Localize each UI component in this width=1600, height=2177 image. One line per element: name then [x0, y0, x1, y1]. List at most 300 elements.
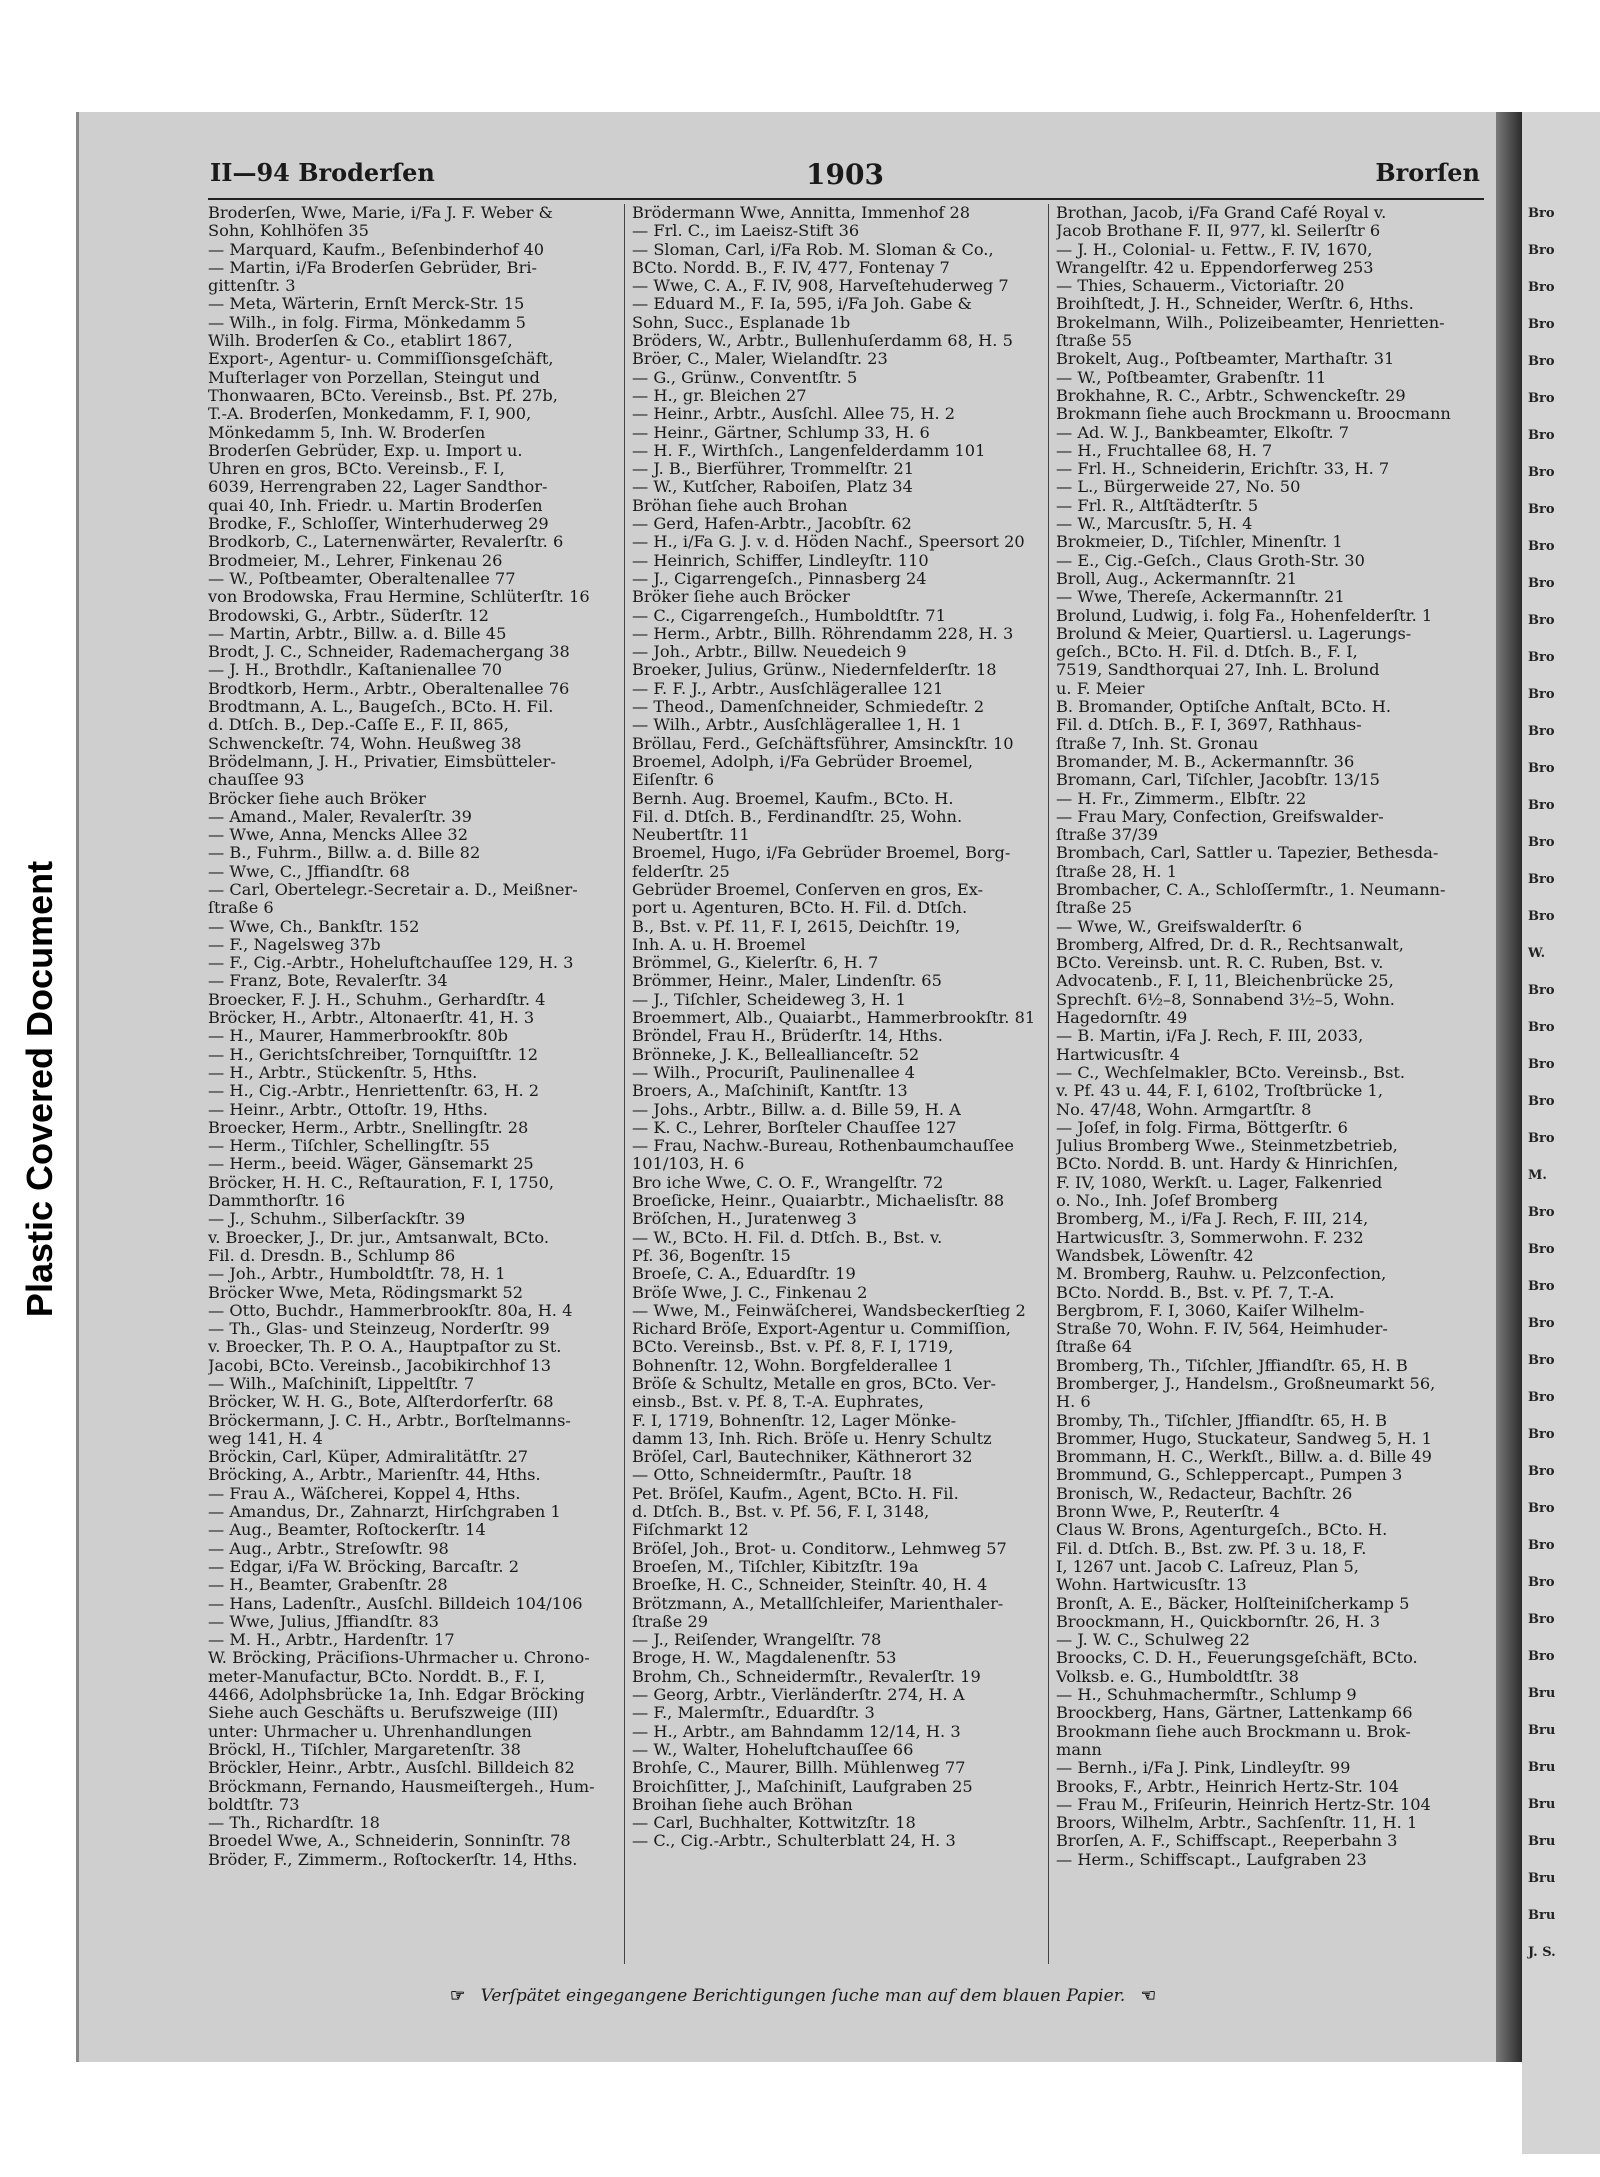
directory-entry: Bromann, Carl, Tiſchler, Jacobſtr. 13/15	[1056, 771, 1380, 790]
directory-entry: Brodke, F., Schloſſer, Winterhuderweg 29	[208, 515, 549, 534]
column-divider	[1048, 204, 1049, 1964]
directory-entry: — H., gr. Bleichen 27	[632, 386, 807, 405]
directory-entry: — J. H., Brothdlr., Kaſtanienallee 70	[208, 661, 503, 680]
directory-entry: d. Dtſch. B., Bst. v. Pf. 56, F. I, 3148,	[632, 1503, 930, 1522]
directory-entry: Bromander, M. B., Ackermannſtr. 36	[1056, 752, 1355, 771]
directory-entry: Fil. d. Dtſch. B., F. I, 3697, Rathhaus-	[1056, 716, 1362, 735]
next-page-fragment: Bru	[1528, 1686, 1556, 1701]
directory-entry: Broll, Aug., Ackermannſtr. 21	[1056, 569, 1298, 588]
next-page-fragment: Bru	[1528, 1834, 1556, 1849]
directory-entry: — Ad. W. J., Bankbeamter, Elkoſtr. 7	[1056, 423, 1350, 442]
directory-entry: Bromberg, Th., Tiſchler, Jffiandſtr. 65, H. B	[1056, 1356, 1408, 1375]
directory-entry: Broeſe, C. A., Eduardſtr. 19	[632, 1265, 856, 1284]
directory-entry: Bernh. Aug. Broemel, Kaufm., BCto. H.	[632, 789, 954, 808]
directory-entry: Broemel, Hugo, i/Fa Gebrüder Broemel, Borg-	[632, 844, 1011, 863]
directory-entry: unter: Uhrmacher u. Uhrenhandlungen	[208, 1722, 532, 1741]
directory-entry: Brommann, H. C., Werkſt., Billw. a. d. Bille 49	[1056, 1448, 1432, 1467]
directory-entry: Jacob Brothane F. II, 977, kl. Seilerſtr 6	[1056, 222, 1381, 241]
next-page-fragment: Bro	[1528, 465, 1555, 480]
page-header	[210, 158, 1480, 192]
directory-entry: Broedel Wwe, A., Schneiderin, Sonninſtr. 78	[208, 1832, 571, 1851]
directory-entry: v. Pf. 43 u. 44, F. I, 6102, Troſtbrücke 1,	[1056, 1082, 1383, 1101]
directory-entry: — Frl. H., Schneiderin, Erichſtr. 33, H. 7	[1056, 460, 1390, 479]
directory-entry: o. No., Inh. Joſef Bromberg	[1056, 1192, 1279, 1211]
directory-entry: Bröckl, H., Tiſchler, Margaretenſtr. 38	[208, 1740, 521, 1759]
directory-entry: — Otto, Schneidermſtr., Pauſtr. 18	[632, 1466, 912, 1485]
directory-entry: — Frau Mary, Confection, Greifswalder-	[1056, 807, 1384, 826]
directory-entry: — F., Nagelsweg 37b	[208, 935, 381, 954]
directory-entry: — Wwe, Julius, Jffiandſtr. 83	[208, 1612, 439, 1631]
directory-entry: — Georg, Arbtr., Vierländerſtr. 274, H. A	[632, 1686, 965, 1705]
next-page-fragment: Bro	[1528, 1353, 1555, 1368]
directory-entry: ſtraße 28, H. 1	[1056, 862, 1178, 881]
directory-entry: Hartwicusſtr. 4	[1056, 1045, 1180, 1064]
directory-entry: Bröcker, H., Arbtr., Altonaerſtr. 41, H. 3	[208, 1009, 535, 1028]
directory-entry: Broderſen Gebrüder, Exp. u. Import u.	[208, 441, 523, 460]
directory-entry: — J. H., Colonial- u. Fettw., F. IV, 1670,	[1056, 240, 1373, 259]
directory-entry: Wandsbek, Löwenſtr. 42	[1056, 1246, 1254, 1265]
directory-entry: ſtraße 6	[208, 899, 274, 918]
directory-entry: u. F. Meier	[1056, 679, 1145, 698]
directory-column-3	[1056, 204, 1464, 1964]
directory-entry: — Frau M., Friſeurin, Heinrich Hertz-Str. 104	[1056, 1795, 1431, 1814]
next-page-fragment: Bro	[1528, 1020, 1555, 1035]
directory-entry: meter-Manufactur, BCto. Norddt. B., F. I,	[208, 1667, 546, 1686]
directory-entry: Broecker, F. J. H., Schuhm., Gerhardſtr. 4	[208, 990, 546, 1009]
plastic-covered-label: Plastic Covered Document	[19, 860, 61, 1317]
directory-entry: Fil. d. Dtſch. B., Ferdinandſtr. 25, Wohn.	[632, 807, 963, 826]
directory-entry: Brommund, G., Schleppercapt., Pumpen 3	[1056, 1466, 1403, 1485]
directory-entry: Bröker ſiehe auch Bröcker	[632, 588, 850, 607]
directory-entry: — Wilh., Arbtr., Ausſchlägerallee 1, H. 1	[632, 716, 962, 735]
next-page-fragment: Bro	[1528, 502, 1555, 517]
header-left: II—94 Broderſen	[210, 158, 435, 187]
directory-entry: — H., Maurer, Hammerbrookſtr. 80b	[208, 1027, 508, 1046]
directory-entry: Thonwaaren, BCto. Vereinsb., Bst. Pf. 27b,	[208, 386, 558, 405]
directory-entry: — H., Gerichtsſchreiber, Tornquiſtſtr. 12	[208, 1045, 539, 1064]
directory-entry: Bro iche Wwe, C. O. F., Wrangelſtr. 72	[632, 1173, 944, 1192]
next-page-fragment: Bro	[1528, 1057, 1555, 1072]
next-page-fragment: Bro	[1528, 576, 1555, 591]
directory-entry: Bröſe Wwe, J. C., Finkenau 2	[632, 1283, 868, 1302]
next-page-fragment: Bro	[1528, 1575, 1555, 1590]
directory-entry: Sohn, Kohlhöfen 35	[208, 222, 369, 241]
header-right: Brorſen	[1375, 158, 1480, 187]
directory-entry: Bröcking, A., Arbtr., Marienſtr. 44, Hths.	[208, 1466, 541, 1485]
column-divider	[624, 204, 625, 1964]
directory-entry: Bröckermann, J. C. H., Arbtr., Borſtelmanns-	[208, 1411, 571, 1430]
directory-entry: — Aug., Arbtr., Streſowſtr. 98	[208, 1539, 449, 1558]
next-page-fragment: Bro	[1528, 1131, 1555, 1146]
directory-entry: — Herm., Schiffscapt., Laufgraben 23	[1056, 1850, 1367, 1869]
directory-entry: v. Broecker, J., Dr. jur., Amtsanwalt, BCto.	[208, 1228, 550, 1247]
directory-entry: Broeſen, M., Tiſchler, Kibitzſtr. 19a	[632, 1557, 919, 1576]
directory-entry: Bröcker ſiehe auch Bröker	[208, 789, 426, 808]
directory-entry: Brokhahne, R. C., Arbtr., Schwenckeſtr. 29	[1056, 386, 1406, 405]
directory-entry: — W., Marcusſtr. 5, H. 4	[1056, 515, 1253, 534]
directory-entry: — Otto, Buchdr., Hammerbrookſtr. 80a, H. 4	[208, 1301, 573, 1320]
directory-entry: Pet. Bröſel, Kaufm., Agent, BCto. H. Fil.	[632, 1484, 959, 1503]
directory-entry: — H., i/Fa G. J. v. d. Höden Nachf., Speersort 20	[632, 533, 1025, 552]
directory-entry: Bröder, F., Zimmerm., Roſtockerſtr. 14, Hths.	[208, 1850, 578, 1869]
directory-entry: Bröders, W., Arbtr., Bullenhuſerdamm 68, H. 5	[632, 332, 1013, 351]
directory-entry: — Aug., Beamter, Roſtockerſtr. 14	[208, 1521, 486, 1540]
pointing-hand-icon: ☞	[450, 1986, 466, 2006]
directory-entry: — Wwe, W., Greifswalderſtr. 6	[1056, 917, 1303, 936]
directory-entry: — C., Cigarrengeſch., Humboldtſtr. 71	[632, 606, 946, 625]
next-page-fragment: Bro	[1528, 761, 1555, 776]
directory-entry: Wohn. Hartwicusſtr. 13	[1056, 1576, 1247, 1595]
directory-entry: Bröllau, Ferd., Geſchäftsführer, Amsinckſtr. 10	[632, 734, 1014, 753]
next-page-fragment: Bro	[1528, 1390, 1555, 1405]
next-page-fragment: Bro	[1528, 1538, 1555, 1553]
directory-entry: Brödelmann, J. H., Privatier, Eimsbütteler-	[208, 752, 556, 771]
directory-entry: Broemel, Adolph, i/Fa Gebrüder Broemel,	[632, 752, 974, 771]
directory-entry: Bronn Wwe, P., Reuterſtr. 4	[1056, 1503, 1280, 1522]
footer-note	[440, 1986, 1160, 2014]
directory-entry: — Bernh., i/Fa J. Pink, Lindleyſtr. 99	[1056, 1759, 1351, 1778]
directory-entry: Brodtkorb, Herm., Arbtr., Oberaltenallee 76	[208, 679, 570, 698]
directory-entry: — Amand., Maler, Revalerſtr. 39	[208, 807, 472, 826]
directory-entry: Advocatenb., F. I, 11, Bleichenbrücke 25,	[1056, 972, 1394, 991]
directory-entry: Bröcker Wwe, Meta, Rödingsmarkt 52	[208, 1283, 524, 1302]
directory-entry: quai 40, Inh. Friedr. u. Martin Broderſen	[208, 496, 543, 515]
directory-entry: v. Broecker, Th. P. O. A., Hauptpaſtor zu St.	[208, 1338, 562, 1357]
directory-entry: Broers, A., Maſchiniſt, Kantſtr. 13	[632, 1082, 908, 1101]
directory-entry: chauſſee 93	[208, 771, 305, 790]
directory-entry: — Wwe, Thereſe, Ackermannſtr. 21	[1056, 588, 1345, 607]
directory-entry: Broge, H. W., Magdalenenſtr. 53	[632, 1649, 897, 1668]
directory-entry: ſtraße 55	[1056, 332, 1133, 351]
directory-entry: Brönneke, J. K., Belleallianceſtr. 52	[632, 1045, 920, 1064]
directory-entry: Brömmel, G., Kielerſtr. 6, H. 7	[632, 954, 879, 973]
next-page-fragment: Bro	[1528, 243, 1555, 258]
directory-entry: Brohſe, C., Maurer, Billh. Mühlenweg 77	[632, 1759, 966, 1778]
directory-entry: — W., Kutſcher, Raboiſen, Platz 34	[632, 478, 913, 497]
next-page-fragment: Bru	[1528, 1871, 1556, 1886]
directory-entry: Broeſicke, Heinr., Quaiarbtr., Michaelisſtr. 88	[632, 1192, 1005, 1211]
directory-entry: Bröſel, Joh., Brot- u. Conditorw., Lehmweg 57	[632, 1539, 1007, 1558]
directory-entry: — Herm., beeid. Wäger, Gänsemarkt 25	[208, 1155, 534, 1174]
directory-entry: — Frau, Nachw.-Bureau, Rothenbaumchauſſee	[632, 1137, 1014, 1156]
directory-entry: — F., Malermſtr., Eduardſtr. 3	[632, 1704, 875, 1723]
next-page-fragment: Bro	[1528, 835, 1555, 850]
directory-entry: Brömmer, Heinr., Maler, Lindenſtr. 65	[632, 972, 942, 991]
directory-entry: — Heinrich, Schiffer, Lindleyſtr. 110	[632, 551, 929, 570]
directory-entry: — J., Schuhm., Silberſackſtr. 39	[208, 1210, 466, 1229]
directory-entry: Eiſenſtr. 6	[632, 771, 715, 790]
directory-entry: Bröckmann, Fernando, Hausmeiſtergeh., Hum-	[208, 1777, 595, 1796]
directory-entry: B. Bromander, Optiſche Anſtalt, BCto. H.	[1056, 698, 1392, 717]
directory-entry: Brolund, Ludwig, i. folg Fa., Hohenfelderſtr. 1	[1056, 606, 1433, 625]
directory-entry: BCto. Nordd. B., Bst. v. Pf. 7, T.-A.	[1056, 1283, 1335, 1302]
directory-entry: Sohn, Succ., Esplanade 1b	[632, 313, 851, 332]
directory-entry: Brokmeier, D., Tiſchler, Minenſtr. 1	[1056, 533, 1343, 552]
directory-entry: Julius Bromberg Wwe., Steinmetzbetrieb,	[1056, 1137, 1398, 1156]
directory-entry: — Eduard M., F. Ia, 595, i/Fa Joh. Gabe &	[632, 295, 972, 314]
directory-entry: — Wwe, C. A., F. IV, 908, Harveſtehuderweg 7	[632, 277, 1009, 296]
next-page-fragment: Bro	[1528, 1094, 1555, 1109]
directory-entry: — Heinr., Arbtr., Ausſchl. Allee 75, H. 2	[632, 405, 956, 424]
directory-entry: No. 47/48, Wohn. Armgartſtr. 8	[1056, 1100, 1312, 1119]
directory-entry: Broocks, C. D. H., Feuerungsgeſchäft, BCto.	[1056, 1649, 1418, 1668]
directory-entry: — Franz, Bote, Revalerſtr. 34	[208, 972, 448, 991]
directory-entry: einsb., Bst. v. Pf. 8, T.-A. Euphrates,	[632, 1393, 924, 1412]
directory-entry: — Sloman, Carl, i/Fa Rob. M. Sloman & Co.,	[632, 240, 994, 259]
directory-entry: Bromberg, M., i/Fa J. Rech, F. III, 214,	[1056, 1210, 1369, 1229]
directory-entry: Bröckin, Carl, Küper, Admiralitätſtr. 27	[208, 1448, 529, 1467]
directory-entry: Wilh. Broderſen & Co., etablirt 1867,	[208, 332, 513, 351]
directory-entry: Brolund & Meier, Quartiersl. u. Lagerungs-	[1056, 624, 1412, 643]
directory-entry: Neubertſtr. 11	[632, 826, 750, 845]
directory-entry: Bohnenſtr. 12, Wohn. Borgfelderallee 1	[632, 1356, 954, 1375]
directory-entry: — Amandus, Dr., Zahnarzt, Hirſchgraben 1	[208, 1503, 561, 1522]
directory-entry: — H., Cig.-Arbtr., Henriettenſtr. 63, H. 2	[208, 1082, 540, 1101]
next-page-fragment: Bro	[1528, 724, 1555, 739]
directory-entry: — Heinr., Gärtner, Schlump 33, H. 6	[632, 423, 930, 442]
pointing-hand-icon: ☜	[1140, 1986, 1156, 2006]
directory-entry: — Joh., Arbtr., Billw. Neuedeich 9	[632, 643, 907, 662]
directory-entry: — Marquard, Kaufm., Beſenbinderhof 40	[208, 240, 545, 259]
next-page-fragment: Bro	[1528, 983, 1555, 998]
directory-entry: boldtſtr. 73	[208, 1795, 300, 1814]
directory-entry: Hartwicusſtr. 3, Sommerwohn. F. 232	[1056, 1228, 1364, 1247]
directory-entry: Bröcker, H. H. C., Reſtauration, F. I, 1750,	[208, 1173, 555, 1192]
next-page-fragment: Bro	[1528, 391, 1555, 406]
directory-entry: — C., Cig.-Arbtr., Schulterblatt 24, H. 3	[632, 1832, 956, 1851]
next-page-fragment: Bro	[1528, 280, 1555, 295]
next-page-fragment: Bro	[1528, 206, 1555, 221]
directory-entry: Brokmann ſiehe auch Brockmann u. Broocmann	[1056, 405, 1451, 424]
directory-entry: Brooks, F., Arbtr., Heinrich Hertz-Str. 104	[1056, 1777, 1399, 1796]
directory-entry: T.-A. Broderſen, Monkedamm, F. I, 900,	[208, 405, 532, 424]
directory-entry: weg 141, H. 4	[208, 1429, 323, 1448]
directory-entry: Broichſitter, J., Maſchiniſt, Laufgraben 25	[632, 1777, 973, 1796]
directory-entry: Broemmert, Alb., Quaiarbt., Hammerbrookſtr. 81	[632, 1009, 1036, 1028]
directory-entry: Inh. A. u. H. Broemel	[632, 935, 806, 954]
next-page-fragment: Bro	[1528, 1612, 1555, 1627]
directory-entry: — Hans, Ladenſtr., Ausſchl. Billdeich 104/106	[208, 1594, 583, 1613]
directory-entry: geſch., BCto. H. Fil. d. Dtſch. B., F. I,	[1056, 643, 1358, 662]
next-page-fragment: Bru	[1528, 1797, 1556, 1812]
directory-entry: — H. F., Wirthſch., Langenfelderdamm 101	[632, 441, 986, 460]
directory-entry: — Frl. R., Altſtädterſtr. 5	[1056, 496, 1259, 515]
next-page-fragment: J. S.	[1528, 1945, 1556, 1960]
directory-entry: — B. Martin, i/Fa J. Rech, F. III, 2033,	[1056, 1027, 1364, 1046]
directory-entry: Wrangelſtr. 42 u. Eppendorferweg 253	[1056, 258, 1374, 277]
directory-entry: 4466, Adolphsbrücke 1a, Inh. Edgar Bröcking	[208, 1686, 585, 1705]
next-page-fragment: Bro	[1528, 354, 1555, 369]
directory-entry: 101/103, H. 6	[632, 1155, 745, 1174]
directory-entry: — Th., Glas- und Steinzeug, Norderſtr. 99	[208, 1320, 550, 1339]
directory-entry: W. Bröcking, Präciſions-Uhrmacher u. Chrono-	[208, 1649, 590, 1668]
directory-entry: Brokelmann, Wilh., Polizeibeamter, Henrietten-	[1056, 313, 1445, 332]
directory-entry: Broockmann, H., Quickbornſtr. 26, H. 3	[1056, 1612, 1381, 1631]
directory-entry: — Heinr., Arbtr., Ottoſtr. 19, Hths.	[208, 1100, 488, 1119]
directory-entry: Gebrüder Broemel, Conſerven en gros, Ex-	[632, 880, 984, 899]
directory-entry: F. I, 1719, Bohnenſtr. 12, Lager Mönke-	[632, 1411, 957, 1430]
directory-entry: — H., Arbtr., am Bahndamm 12/14, H. 3	[632, 1722, 961, 1741]
directory-entry: — Wilh., in folg. Firma, Mönkedamm 5	[208, 313, 526, 332]
directory-entry: 7519, Sandthorquai 27, Inh. L. Brolund	[1056, 661, 1380, 680]
next-page-fragment: W.	[1528, 946, 1546, 961]
directory-entry: Bröndel, Frau H., Brüderſtr. 14, Hths.	[632, 1027, 943, 1046]
directory-entry: Export-, Agentur- u. Commiſſionsgeſchäft,	[208, 350, 554, 369]
directory-entry: Broockberg, Hans, Gärtner, Lattenkamp 66	[1056, 1704, 1413, 1723]
next-page-fragment: Bro	[1528, 1501, 1555, 1516]
directory-entry: Bromberger, J., Handelsm., Großneumarkt 56,	[1056, 1375, 1436, 1393]
directory-entry: ſtraße 29	[632, 1612, 709, 1631]
directory-entry: Uhren en gros, BCto. Vereinsb., F. I,	[208, 460, 505, 479]
directory-entry: BCto. Nordd. B., F. IV, 477, Fontenay 7	[632, 258, 950, 277]
directory-entry: Fiſchmarkt 12	[632, 1521, 749, 1540]
directory-entry: — E., Cig.-Geſch., Claus Groth-Str. 30	[1056, 551, 1365, 570]
directory-entry: — Gerd, Hafen-Arbtr., Jacobſtr. 62	[632, 515, 912, 534]
directory-entry: BCto. Nordd. B. unt. Hardy & Hinrichſen,	[1056, 1155, 1399, 1174]
directory-entry: 6039, Herrengraben 22, Lager Sandthor-	[208, 478, 548, 497]
directory-entry: — W., BCto. H. Fil. d. Dtſch. B., Bst. v.	[632, 1228, 943, 1247]
next-page-fragment: Bro	[1528, 1649, 1555, 1664]
directory-entry: — Frl. C., im Laeisz-Stift 36	[632, 222, 860, 241]
directory-entry: gittenſtr. 3	[208, 277, 296, 296]
directory-entry: — W., Poſtbeamter, Oberaltenallee 77	[208, 569, 516, 588]
directory-entry: — C., Wechſelmakler, BCto. Vereinsb., Bst.	[1056, 1063, 1406, 1082]
directory-entry: Bröcker, W. H. G., Bote, Alſterdorferſtr. 68	[208, 1393, 554, 1412]
directory-entry: — Wilh., Procuriſt, Paulinenallee 4	[632, 1063, 916, 1082]
next-page-fragment: Bro	[1528, 1464, 1555, 1479]
directory-entry: Brodtmann, A. L., Baugeſch., BCto. H. Fil.	[208, 698, 554, 717]
directory-entry: Brommer, Hugo, Stuckateur, Sandweg 5, H. 1	[1056, 1429, 1432, 1448]
directory-entry: Broderſen, Wwe, Marie, i/Fa J. F. Weber &	[208, 204, 553, 222]
next-page-fragment: Bru	[1528, 1723, 1556, 1738]
page-fold-shadow	[1496, 112, 1522, 2062]
directory-entry: ſtraße 7, Inh. St. Gronau	[1056, 734, 1259, 753]
directory-entry: Brokelt, Aug., Poſtbeamter, Marthaſtr. 31	[1056, 350, 1395, 369]
directory-entry: Bergbrom, F. I, 3060, Kaiſer Wilhelm-	[1056, 1301, 1365, 1320]
next-page-fragment: Bro	[1528, 317, 1555, 332]
directory-entry: Siehe auch Geschäfts u. Berufszweige (III)	[208, 1704, 559, 1723]
directory-entry: Bronſt, A. E., Bäcker, Holſteiniſcherkamp 5	[1056, 1594, 1410, 1613]
next-page-fragment: Bru	[1528, 1908, 1556, 1923]
next-page-fragment: Bro	[1528, 539, 1555, 554]
directory-entry: Brorſen, A. F., Schiffscapt., Reeperbahn 3	[1056, 1832, 1398, 1851]
directory-entry: Broors, Wilhelm, Arbtr., Sachſenſtr. 11, H. 1	[1056, 1814, 1418, 1833]
directory-entry: — Theod., Damenſchneider, Schmiedeſtr. 2	[632, 698, 985, 717]
directory-entry: — B., Fuhrm., Billw. a. d. Bille 82	[208, 844, 481, 863]
directory-entry: — Johs., Arbtr., Billw. a. d. Bille 59, H. A	[632, 1100, 961, 1119]
directory-entry: — Meta, Wärterin, Ernſt Merck-Str. 15	[208, 295, 525, 314]
directory-entry: damm 13, Inh. Rich. Bröſe u. Henry Schultz	[632, 1429, 992, 1448]
directory-entry: — Wwe, Anna, Mencks Allee 32	[208, 826, 469, 845]
directory-entry: — F. F. J., Arbtr., Ausſchlägerallee 121	[632, 679, 944, 698]
directory-entry: — K. C., Lehrer, Borſteler Chauſſee 127	[632, 1118, 957, 1137]
directory-entry: Brödermann Wwe, Annitta, Immenhof 28	[632, 204, 971, 222]
directory-entry: Broihan ſiehe auch Bröhan	[632, 1795, 853, 1814]
directory-entry: — Carl, Obertelegr.-Secretair a. D., Meißner-	[208, 880, 578, 899]
directory-entry: Brombacher, C. A., Schloſſermſtr., 1. Neumann-	[1056, 880, 1446, 899]
directory-entry: Sprechſt. 6½–8, Sonnabend 3½–5, Wohn.	[1056, 990, 1395, 1009]
directory-entry: F. IV, 1080, Werkſt. u. Lager, Falkenried	[1056, 1173, 1383, 1192]
next-page-fragment: Bro	[1528, 1205, 1555, 1220]
directory-entry: — Herm., Arbtr., Billh. Röhrendamm 228, H. 3	[632, 624, 1014, 643]
directory-entry: port u. Agenturen, BCto. H. Fil. d. Dtſch.	[632, 899, 968, 918]
directory-entry: — Th., Richardſtr. 18	[208, 1814, 380, 1833]
directory-entry: Bröſel, Carl, Bautechniker, Käthnerort 32	[632, 1448, 973, 1467]
directory-entry: mann	[1056, 1740, 1102, 1759]
directory-entry: — J. B., Bierführer, Trommelſtr. 21	[632, 460, 915, 479]
next-page-fragment: Bro	[1528, 1316, 1555, 1331]
directory-entry: — Herm., Tiſchler, Schellingſtr. 55	[208, 1137, 490, 1156]
directory-entry: von Brodowska, Frau Hermine, Schlüterſtr. 16	[208, 588, 590, 607]
directory-entry: Jacobi, BCto. Vereinsb., Jacobikirchhof 13	[208, 1356, 552, 1375]
next-page-fragment: Bru	[1528, 1760, 1556, 1775]
directory-entry: B., Bst. v. Pf. 11, F. I, 2615, Deichſtr. 19,	[632, 917, 961, 936]
directory-entry: ſtraße 37/39	[1056, 826, 1159, 845]
next-page-fragment: Bro	[1528, 687, 1555, 702]
directory-entry: BCto. Vereinsb. unt. R. C. Ruben, Bst. v.	[1056, 954, 1384, 973]
directory-entry: Brookmann ſiehe auch Brockmann u. Brok-	[1056, 1722, 1411, 1741]
directory-entry: — G., Grünw., Conventſtr. 5	[632, 368, 858, 387]
directory-entry: — Carl, Buchhalter, Kottwitzſtr. 18	[632, 1814, 916, 1833]
directory-entry: Brodt, J. C., Schneider, Rademachergang 38	[208, 643, 570, 662]
directory-entry: Broeſke, H. C., Schneider, Steinſtr. 40, H. 4	[632, 1576, 988, 1595]
directory-column-2	[632, 204, 1040, 1964]
directory-entry: Brodowski, G., Arbtr., Süderſtr. 12	[208, 606, 489, 625]
next-page-edge	[1522, 112, 1600, 2154]
directory-entry: Bröſe & Schultz, Metalle en gros, BCto. Ver-	[632, 1375, 996, 1393]
directory-entry: Brötzmann, A., Metallſchleifer, Marienthaler-	[632, 1594, 1004, 1613]
directory-entry: — Joh., Arbtr., Humboldtſtr. 78, H. 1	[208, 1265, 506, 1284]
next-page-fragment: Bro	[1528, 1427, 1555, 1442]
directory-entry: — H., Beamter, Grabenſtr. 28	[208, 1576, 448, 1595]
directory-entry: Schwenckeſtr. 74, Wohn. Heußweg 38	[208, 734, 522, 753]
directory-entry: Broecker, Herm., Arbtr., Snellingſtr. 28	[208, 1118, 529, 1137]
directory-entry: Brodmeier, M., Lehrer, Finkenau 26	[208, 551, 503, 570]
directory-entry: — J., Cigarrengeſch., Pinnasberg 24	[632, 569, 927, 588]
directory-entry: — Wwe, Ch., Bankſtr. 152	[208, 917, 420, 936]
next-page-fragment: M.	[1528, 1168, 1547, 1183]
directory-entry: — H. Fr., Zimmerm., Elbſtr. 22	[1056, 789, 1307, 808]
directory-entry: — M. H., Arbtr., Hardenſtr. 17	[208, 1631, 455, 1650]
next-page-fragment: Bro	[1528, 428, 1555, 443]
directory-entry: — Frau A., Wäſcherei, Koppel 4, Hths.	[208, 1484, 521, 1503]
directory-entry: Mönkedamm 5, Inh. W. Broderſen	[208, 423, 486, 442]
directory-entry: Bromby, Th., Tiſchler, Jffiandſtr. 65, H. B	[1056, 1411, 1388, 1430]
directory-entry: BCto. Vereinsb., Bst. v. Pf. 8, F. I, 1719,	[632, 1338, 954, 1357]
directory-entry: — J., Tiſchler, Scheideweg 3, H. 1	[632, 990, 906, 1009]
directory-entry: — H., Fruchtallee 68, H. 7	[1056, 441, 1273, 460]
directory-entry: — Thies, Schauerm., Victoriaſtr. 20	[1056, 277, 1345, 296]
directory-entry: Bröſchen, H., Juratenweg 3	[632, 1210, 857, 1229]
directory-entry: felderſtr. 25	[632, 862, 730, 881]
header-year: 1903	[806, 158, 884, 191]
directory-entry: ſtraße 25	[1056, 899, 1133, 918]
directory-entry: Brodkorb, C., Laternenwärter, Revalerſtr. 6	[208, 533, 564, 552]
footer-text: Verſpätet eingegangene Berichtigungen ſuche man auf dem blauen Papier.	[480, 1986, 1126, 2006]
header-rule	[208, 198, 1484, 200]
directory-column-1	[208, 204, 616, 1964]
directory-entry: — Martin, i/Fa Broderſen Gebrüder, Bri-	[208, 258, 537, 277]
directory-entry: — Wwe, C., Jffiandſtr. 68	[208, 862, 410, 881]
directory-entry: d. Dtſch. B., Dep.-Caſſe E., F. II, 865,	[208, 716, 509, 735]
next-page-fragment: Bro	[1528, 909, 1555, 924]
directory-entry: — L., Bürgerweide 27, No. 50	[1056, 478, 1301, 497]
directory-entry: — Edgar, i/Fa W. Bröcking, Barcaſtr. 2	[208, 1557, 519, 1576]
directory-entry: I, 1267 unt. Jacob C. Laſreuz, Plan 5,	[1056, 1557, 1359, 1576]
next-page-fragment: Bro	[1528, 798, 1555, 813]
directory-entry: Bromberg, Alfred, Dr. d. R., Rechtsanwalt,	[1056, 935, 1404, 954]
directory-entry: — H., Schuhmachermſtr., Schlump 9	[1056, 1686, 1357, 1705]
